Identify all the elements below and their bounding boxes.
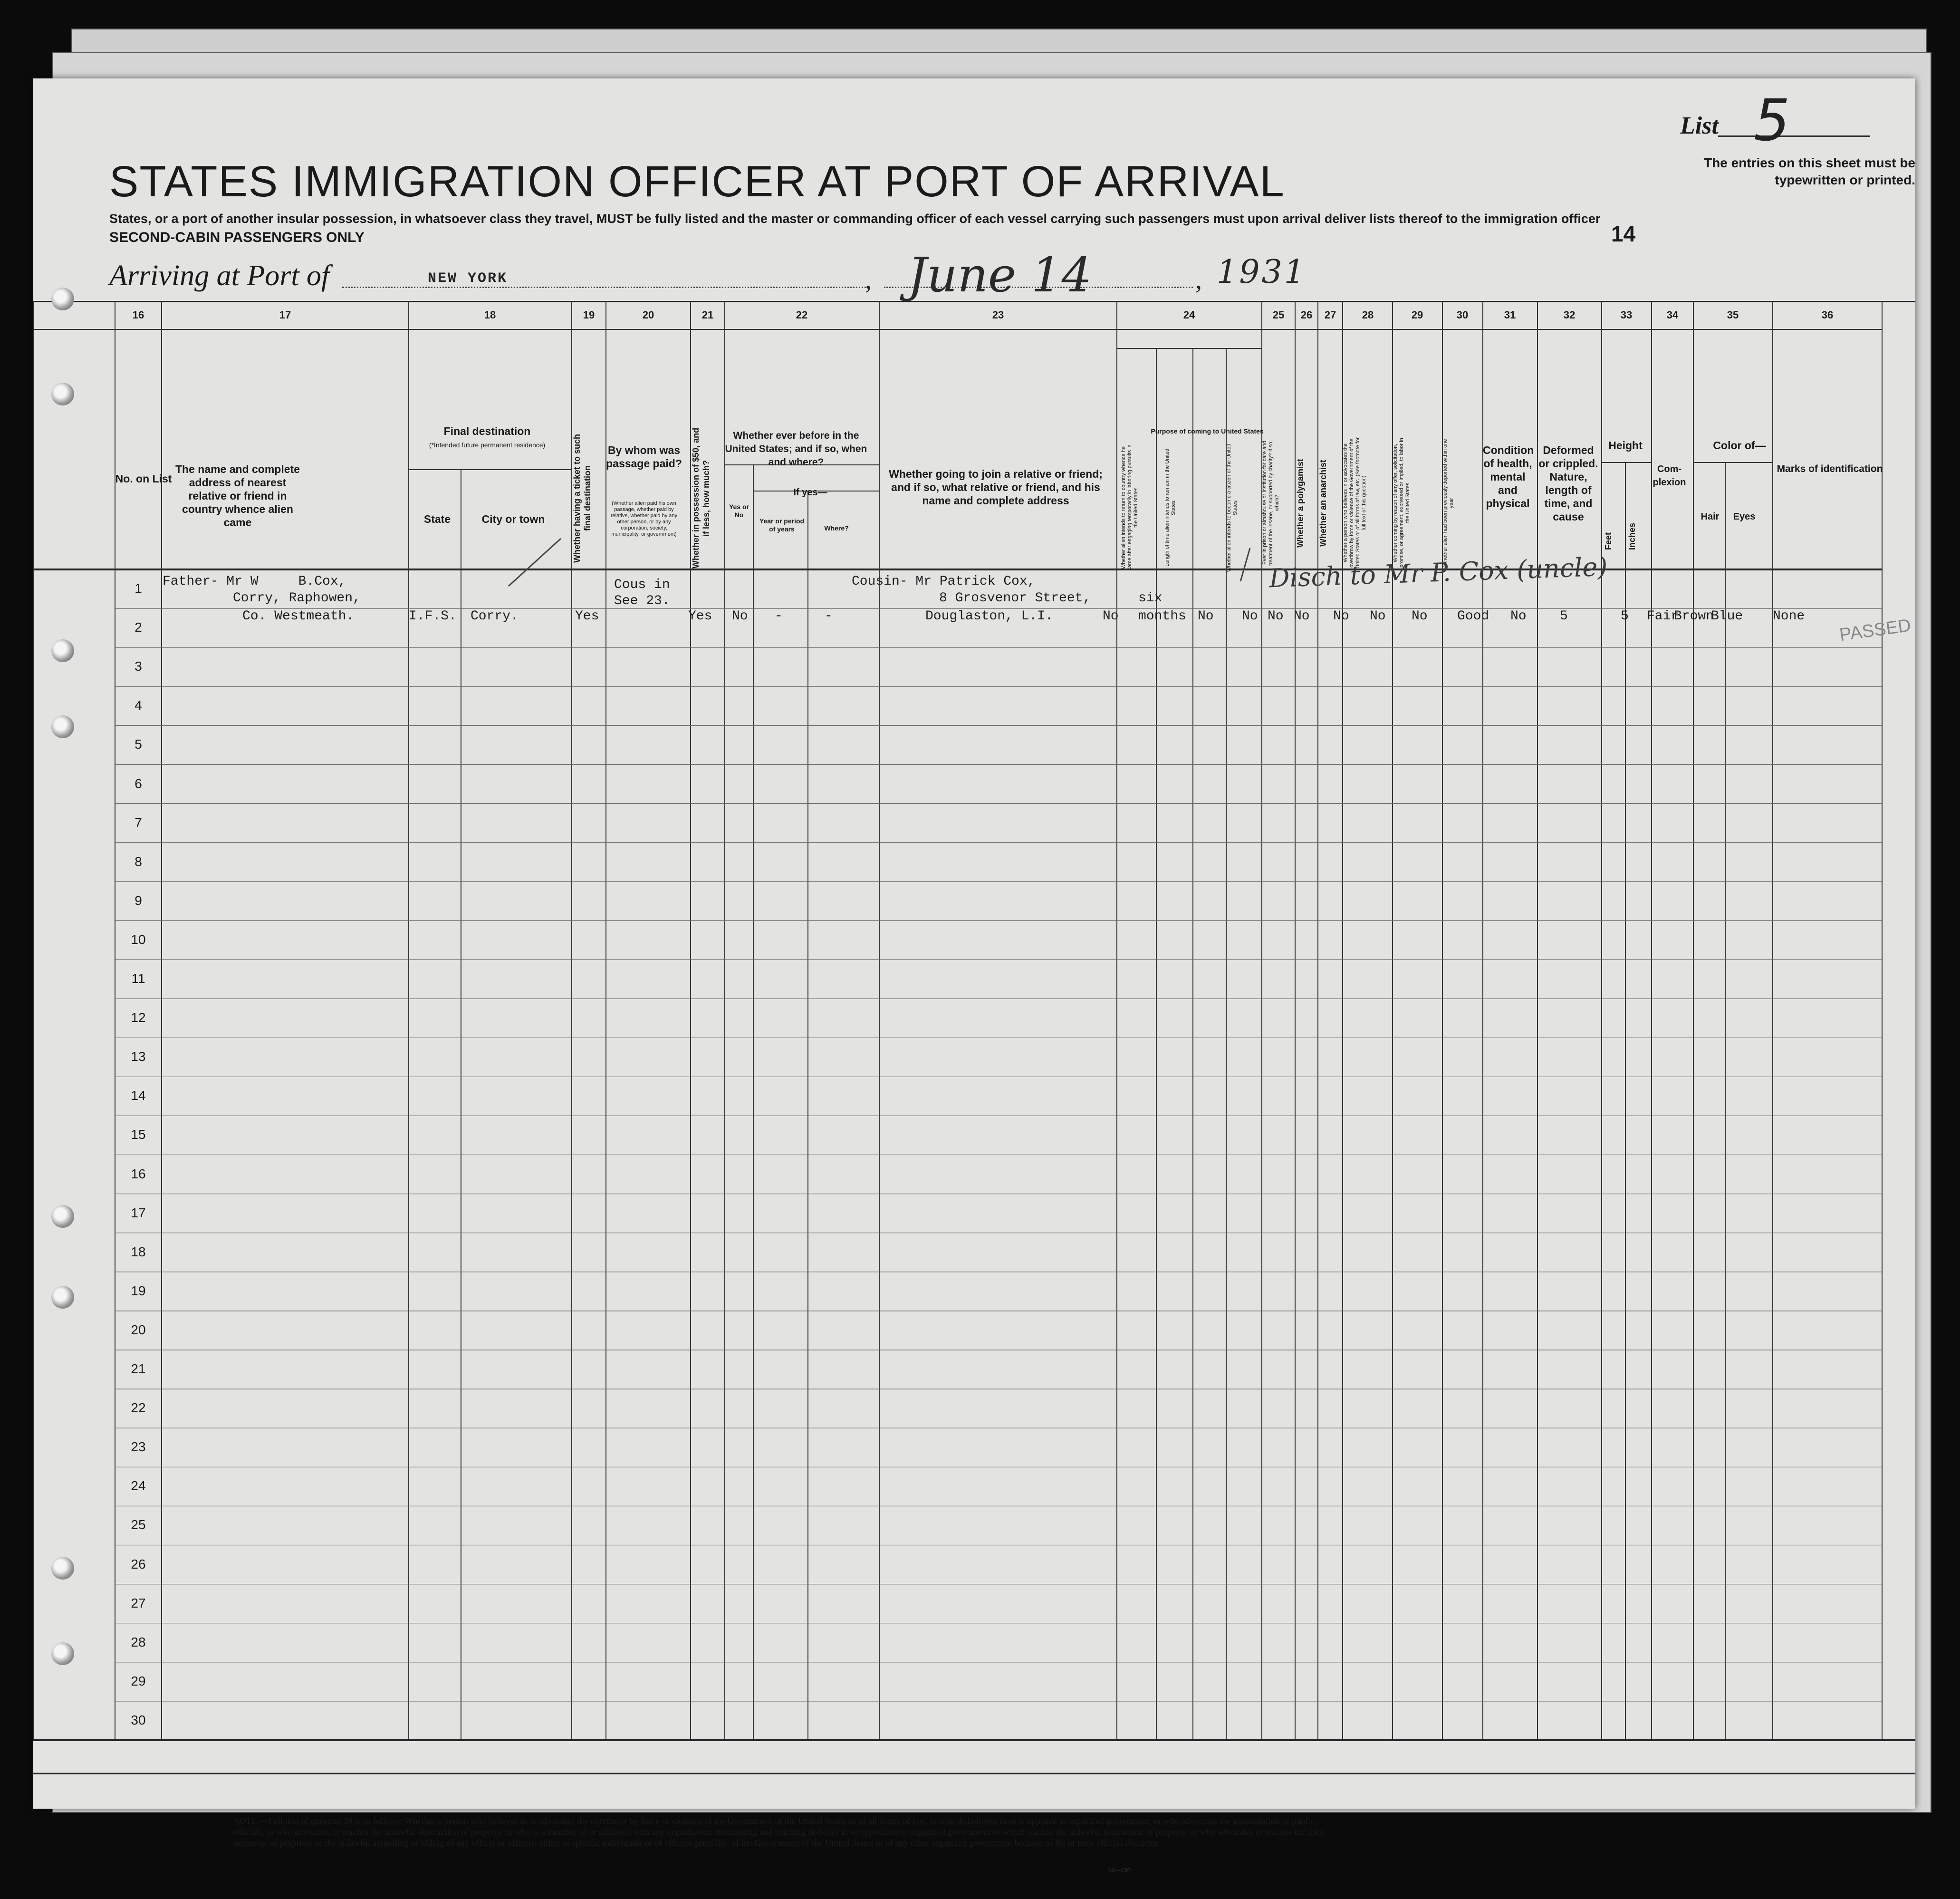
entry-paid-by-line1: Cous in [614,578,670,592]
column-number: 30 [1456,309,1469,321]
arriving-label: Arriving at Port of [109,260,330,292]
binder-hole [51,1557,74,1580]
header-inches: Inches [1627,522,1637,550]
entry-hair: Brown [1674,609,1714,624]
entry-joining-line2: 8 Grosvenor Street, [939,591,1091,606]
entry-return-laboring: No [1103,609,1119,624]
row-number: 4 [135,698,142,713]
header-purpose: Purpose of coming to United States [1151,427,1264,435]
row-number: 26 [131,1556,146,1571]
entry-citizen: No [1198,609,1214,624]
comma: , [1195,265,1202,295]
header-length-of-stay: Length of time alien intends to remain in the United States [1164,448,1176,567]
column-number: 25 [1272,309,1285,321]
row-number: 18 [131,1244,146,1259]
list-number: 5 [1754,88,1790,154]
entry-overthrow: No [1333,609,1349,624]
column-number: 22 [796,309,808,321]
entry-prison: No [1242,609,1258,624]
entry-offer-labor: No [1370,609,1386,624]
arrival-date-handwritten: June 14 [908,247,1092,303]
header-final-destination: Final destination [443,425,531,437]
row-number: 3 [135,659,142,674]
row-number: 24 [131,1478,146,1494]
row-number: 25 [131,1517,146,1533]
column-number: 19 [583,309,595,321]
column-number: 33 [1620,309,1633,321]
header-return-laboring: Whether alien intends to return to country whence he came after engaging temporarily in laboring pursuits in the United States [1121,444,1139,571]
entry-length-line1: six [1138,591,1163,606]
form-number: 14 [1611,222,1636,246]
row-number: 19 [131,1283,146,1298]
header-health: Condition of health, mental and physical [1483,444,1534,510]
side-stamp: PASSED [1838,615,1912,646]
row-number: 22 [131,1400,146,1416]
row-number: 17 [131,1205,146,1220]
row-number: 2 [135,620,142,635]
header-passage-paid: By whom was passage paid? [606,444,682,470]
footnote-form-code: 14—430 [1107,1867,1131,1874]
header-joining-relative: Whether going to join a relative or friend; and if so, what relative or friend, and his name and complete address [889,468,1103,507]
row-number: 23 [131,1439,146,1455]
row-number: 16 [131,1166,146,1181]
header-before-ifyes: If yes— [793,487,827,498]
column-number: 24 [1183,309,1195,321]
header-before-year: Year or period of years [759,517,805,533]
arrival-year: 1931 [1217,253,1307,291]
row-number: 30 [131,1712,146,1727]
column-number: 34 [1666,309,1679,321]
entry-before-in-us: No [732,609,748,624]
handwritten-annotation: Disch to Mr P. Cox (uncle) [1268,551,1608,594]
row-number: 29 [131,1673,146,1688]
binder-hole [51,715,74,738]
column-number: 27 [1324,309,1336,321]
binder-hole [51,1286,74,1309]
entry-relative-line2: Corry, Raphowen, [233,591,361,606]
column-number: 21 [701,309,714,321]
header-ticket: Whether having a ticket to such final destination [572,434,592,563]
entry-feet: 5 [1560,609,1568,624]
binder-hole [51,1205,74,1228]
entry-polygamist: No [1268,609,1284,624]
header-color: Color of— [1713,439,1766,452]
entry-anarchist: No [1294,609,1310,624]
binder-hole [51,383,74,405]
entry-complexion: Fair [1647,609,1679,624]
header-no-on-list: No. on List [115,472,172,485]
row-number: 15 [131,1127,146,1142]
header-city: City or town [481,513,545,525]
column-number: 18 [484,309,496,321]
binder-hole [51,1642,74,1665]
header-passage-paid-note: (Whether alien paid his own passage, whether paid by relative, whether paid by any other person, or by any corporation, society, municipality, or government) [610,501,678,537]
row-number: 12 [131,1010,146,1025]
header-deported: Whether alien had been previously deported within one year [1442,439,1454,567]
entry-eyes: Blue [1711,609,1743,624]
entry-deformed: No [1510,609,1527,624]
header-before-in-us: Whether ever before in the United States; and if so, when and where? [725,430,867,468]
binder-hole [51,288,74,310]
row-number: 9 [135,893,142,908]
row-number: 21 [131,1361,146,1376]
row-number: 27 [131,1595,146,1610]
header-height: Height [1608,439,1643,452]
entry-deported: No [1412,609,1428,624]
entry-marks: None [1773,609,1805,624]
entry-city: Corry. [471,609,519,624]
list-label: List [1680,112,1719,139]
row-number: 7 [135,815,142,830]
entry-ticket: Yes [575,609,599,624]
column-number: 17 [279,309,291,321]
page-title: STATES IMMIGRATION OFFICER AT PORT OF ARRIVAL [109,157,1285,206]
header-relative-address: The name and complete address of nearest relative or friend in country whence alien came [175,463,300,529]
row-number: 10 [131,932,146,947]
row-number: 20 [131,1322,146,1337]
header-before-where: Where? [824,524,849,532]
footnote: NOTE.—Full text of question 28 is as follows: Whether a person who believes in or advocates the overthrow by force or violence of the Government of the United States or of all forms of law, or who disbelieves in or is opposed to organized government, or who advocates the assassination of public officials, or who advocates or teaches the unlawful destruction of property, or who is a member of or affiliated with any organization entertaining and teaching disbelief in or opposition to organized government or which teaches the unlawful destruction of property, or who advocates or teaches the duty, necessity, or propriety of the unlawful assaulting or killing of any officer or officers, either of specific individuals or of officers generally, of the Government of the United States or of any other organized government because of his or their official character. [233,1816,1326,1848]
header-possession-50: Whether in possession of $50, and if less, how much? [691,427,711,569]
entry-inches: 5 [1621,609,1629,624]
row-number: 14 [131,1088,146,1103]
typewritten-instructions: The entries on this sheet must be typewritten or printed. [1704,155,1915,187]
entry-length-line2: months [1138,609,1186,624]
header-anarchist: Whether an anarchist [1318,459,1328,547]
passenger-class: SECOND-CABIN PASSENGERS ONLY [109,230,365,245]
column-number: 31 [1504,309,1516,321]
entry-before-year: - [775,609,783,624]
header-marks: Marks of identification [1777,463,1883,474]
entry-relative-line3: Co. Westmeath. [242,609,355,624]
entry-state: I.F.S. [409,609,457,624]
column-number: 32 [1563,309,1576,321]
header-hair: Hair [1701,511,1720,522]
binder-hole [51,639,74,662]
entry-has-50: Yes [688,609,712,624]
entry-joining-line3: Douglaston, L.I. [925,609,1053,624]
header-polygamist: Whether a polygamist [1296,458,1305,548]
header-feet: Feet [1604,532,1613,550]
entry-joining-line1: Cousin- Mr Patrick Cox, [852,574,1036,589]
header-complexion: Com-plexion [1653,464,1686,488]
passenger-manifest-sheet [33,78,1915,1874]
row-number: 8 [135,854,142,869]
column-number: 20 [642,309,654,321]
header-before-yesno: Yes or No [729,503,749,519]
row-number: 1 [135,581,142,596]
column-number: 36 [1821,309,1834,321]
port-line [342,287,870,288]
row-number: 28 [131,1634,146,1649]
column-number: 28 [1362,309,1374,321]
port-value: NEW YORK [428,270,508,287]
header-become-citizen: Whether alien intends to become a citizen of the United States [1226,443,1238,572]
entry-paid-by-line2: See 23. [614,594,670,608]
row-number: 11 [131,971,145,986]
entry-health: Good [1457,609,1489,624]
pencil-stroke [509,539,561,586]
header-deformed: Deformed or crippled. Nature, length of time, and cause [1538,444,1598,523]
column-number: 35 [1727,309,1739,321]
page-subtitle: States, or a port of another insular possession, in whatsoever class they travel, MUST be fully listed and the master or commanding officer of each vessel carrying such passengers must upon arrival deliver lists thereof to the immigration officer [109,212,1601,226]
header-final-destination-note: (*Intended future permanent residence) [429,441,546,449]
header-prison: Ever in prison or almshouse or institution for care and treatment of the insane, or supported by charity? If so, which? [1262,440,1280,566]
row-number: 13 [131,1049,146,1064]
header-offer-labor: Whether coming by reason of any offer, solicitation, promise, or agreement, expressed or implied, to labor in the United States [1393,438,1411,568]
column-number: 23 [992,309,1004,321]
row-number: 6 [135,776,142,791]
header-state: State [423,513,451,525]
header-overthrow: Whether a person who believes in or advocates the overthrow by force or violence of the Government of the United States or of all forms of law, etc. (See footnote for full text of this question) [1343,437,1367,569]
list-number-line [1718,135,1870,137]
row-number: 5 [135,737,142,752]
entry-relative-line1: Father- Mr W B.Cox, [163,574,346,589]
comma: , [865,265,872,295]
entry-before-where: - [825,609,833,624]
column-number: 29 [1411,309,1423,321]
header-eyes: Eyes [1733,511,1756,522]
column-number: 26 [1300,309,1313,321]
column-number: 16 [132,309,144,321]
